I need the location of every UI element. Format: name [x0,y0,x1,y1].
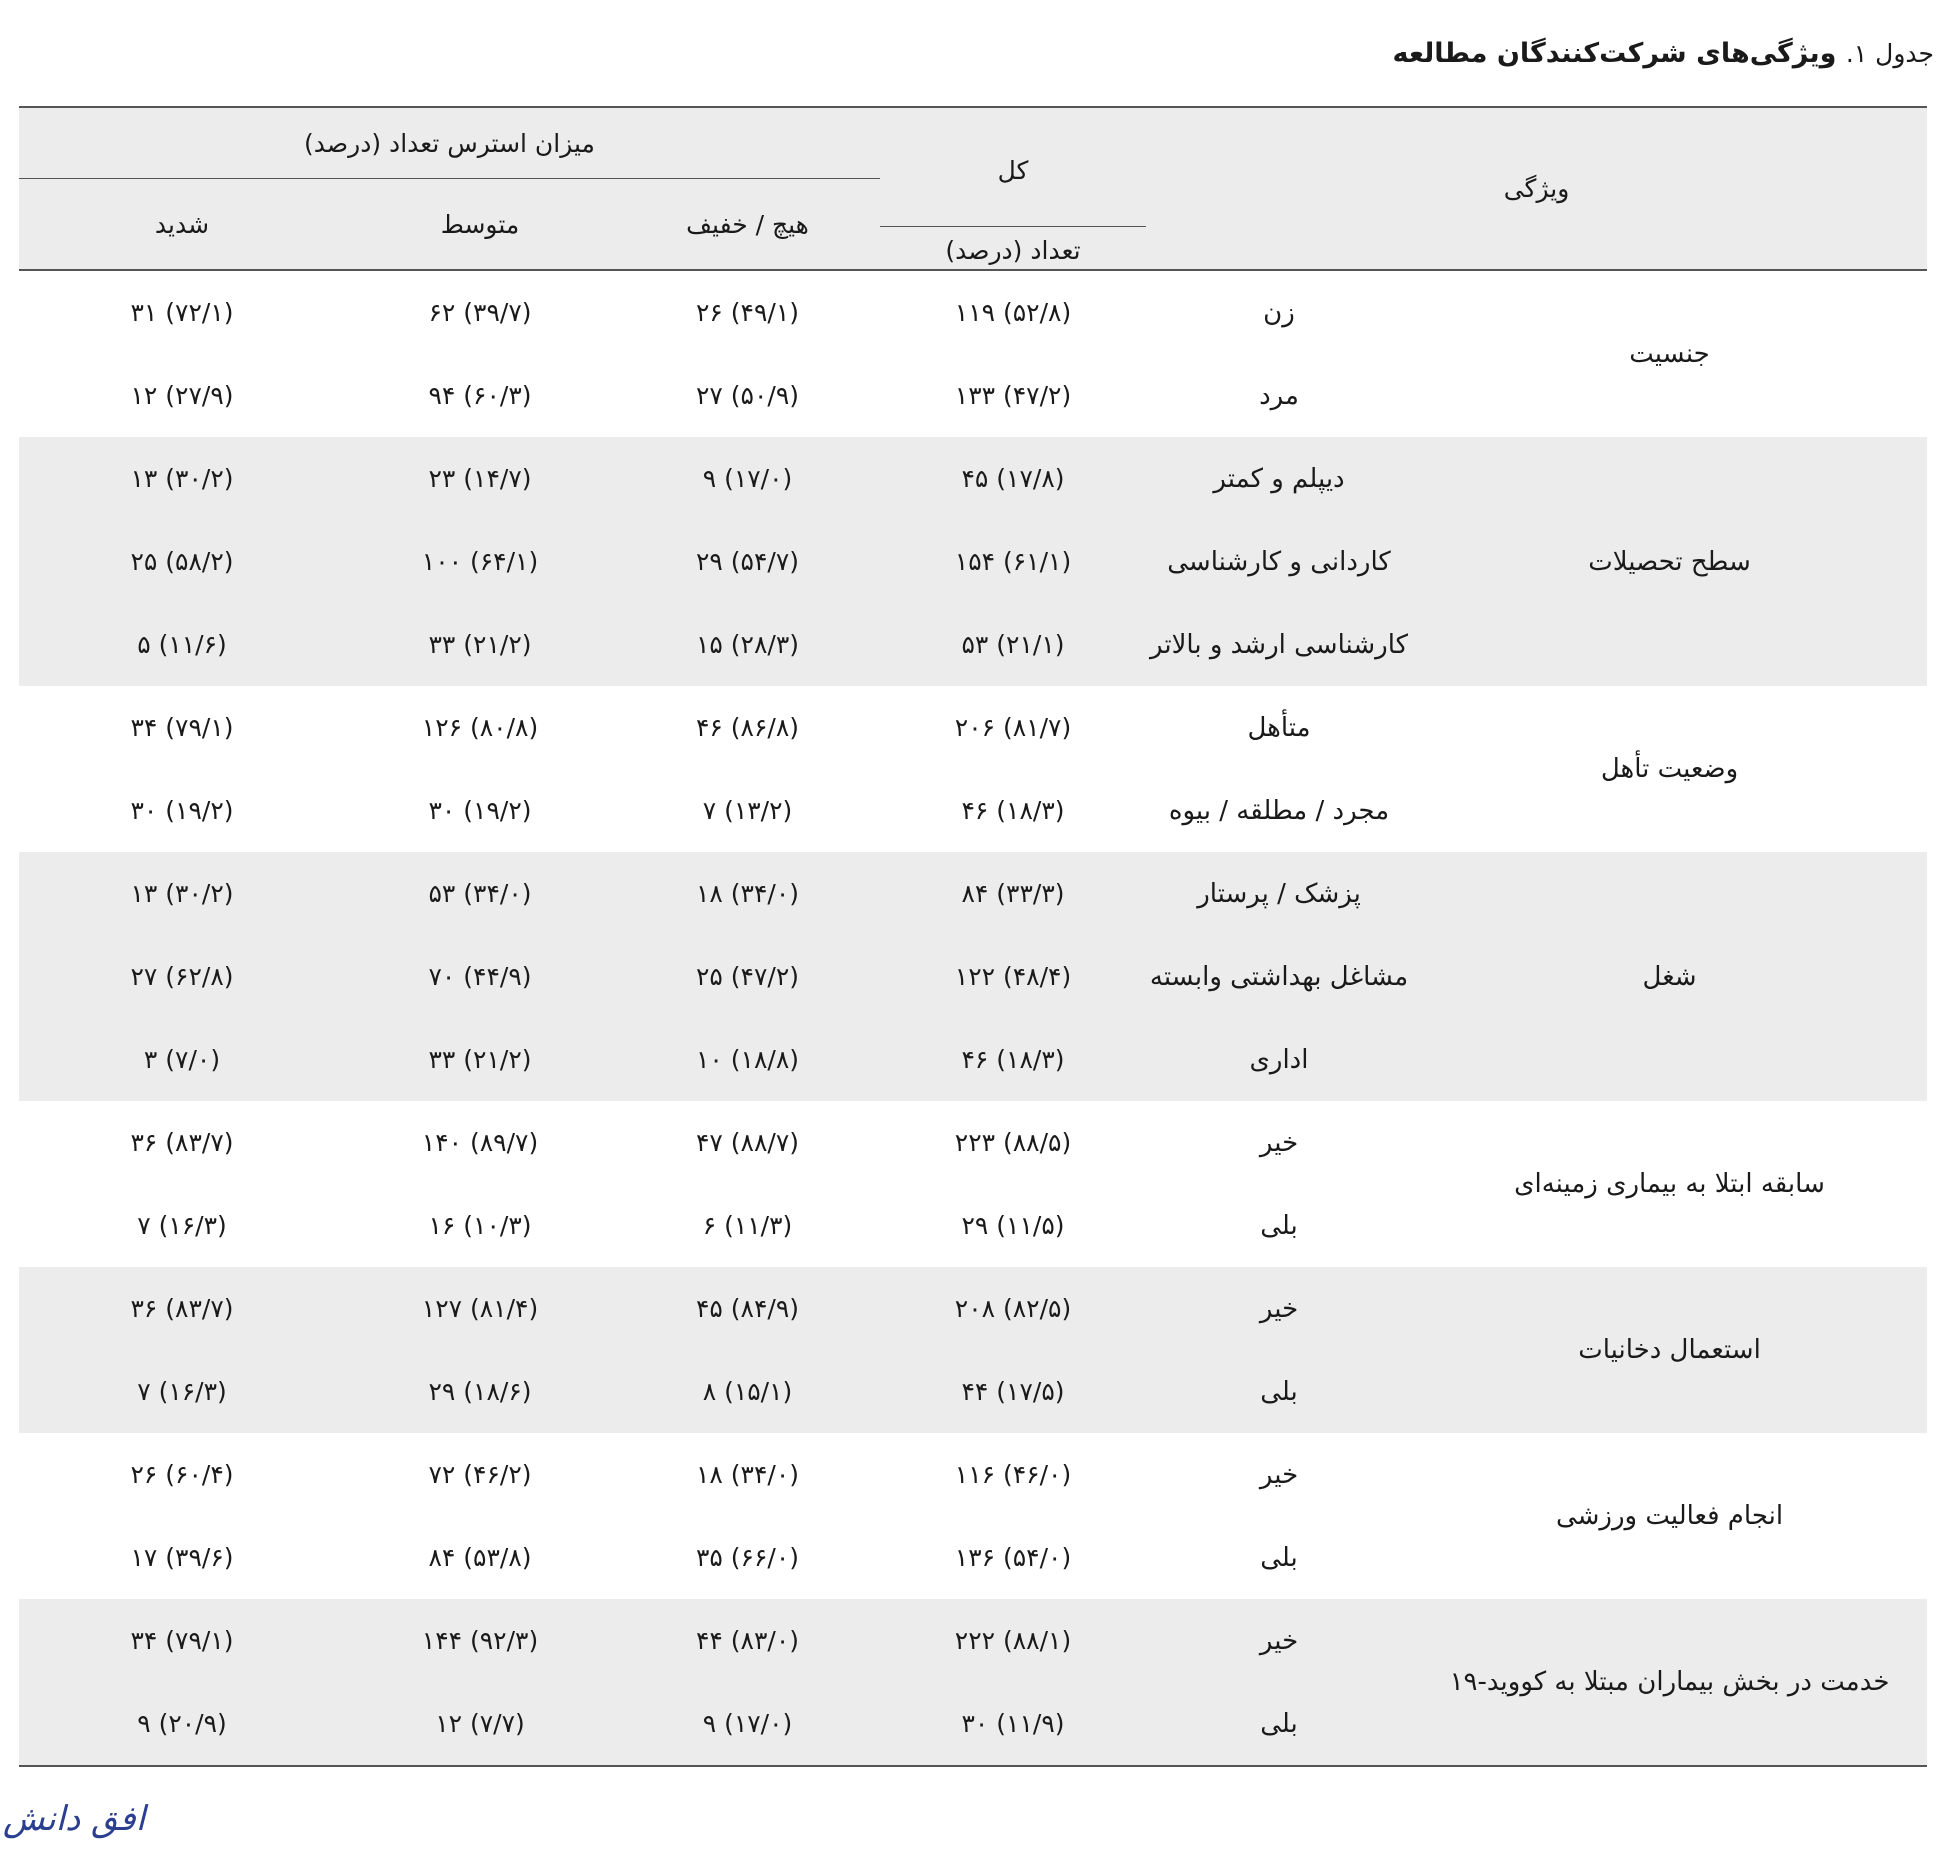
none-mild-value-cell: ۸ (۱۵/۱) [615,1350,880,1433]
row-label-cell: خیر [1259,1459,1299,1490]
total-value-cell: ۲۰۶ (۸۱/۷) [954,713,1072,742]
none-mild-value-cell: ۲۶ (۴۹/۱) [695,298,799,327]
total-value-cell: ۴۵ (۱۷/۸) [880,437,1146,520]
severe-value-cell: ۲۷ (۶۲/۸) [19,935,345,1018]
row-label-cell: بلی [1260,1542,1298,1573]
total-value-cell: ۳۰ (۱۱/۹) [880,1682,1146,1766]
severe-value-cell: ۳ (۷/۰) [19,1018,345,1101]
total-value-cell: ۲۲۲ (۸۸/۱) [880,1599,1146,1682]
row-label-cell: کارشناسی ارشد و بالاتر [1146,603,1412,686]
none-mild-value-cell: ۲۷ (۵۰/۹) [695,381,799,410]
severe-value-cell: ۳۶ (۸۳/۷) [19,1267,345,1350]
group-name-cell: وضعیت تأهل [1600,754,1739,784]
moderate-value-cell: ۱۲ (۷/۷) [345,1682,615,1766]
moderate-value-cell: ۲۳ (۱۴/۷) [345,437,615,520]
row-label-cell: بلی [1146,1682,1412,1766]
none-mild-value-cell: ۲۹ (۵۴/۷) [615,520,880,603]
none-mild-value-cell: ۴۵ (۸۴/۹) [615,1267,880,1350]
stress-level-header: میزان استرس تعداد (درصد) [19,107,880,179]
moderate-value-cell: ۳۰ (۱۹/۲) [428,796,532,825]
total-value-cell: ۴۶ (۱۸/۳) [961,796,1065,825]
row-label-cell: دیپلم و کمتر [1146,437,1412,520]
total-header [880,107,1146,270]
moderate-value-cell: ۱۲۶ (۸۰/۸) [421,713,539,742]
publisher-logo-text: افق دانش [2,1799,146,1839]
row-label-cell: بلی [1146,1350,1412,1433]
total-value-cell: ۱۱۹ (۵۲/۸) [954,298,1072,327]
group-name-cell: سطح تحصیلات [1412,437,1927,686]
total-value-cell: ۴۴ (۱۷/۵) [880,1350,1146,1433]
none-mild-header: هیچ / خفیف [615,179,880,271]
group-name-cell: خدمت در بخش بیماران مبتلا به کووید-۱۹ [1412,1599,1927,1766]
total-count-percent-label: تعداد (درصد) [945,236,1081,265]
table-number: جدول ۱. [1845,39,1934,68]
severe-value-cell: ۲۶ (۶۰/۴) [130,1460,234,1489]
severe-value-cell: ۲۵ (۵۸/۲) [19,520,345,603]
total-value-cell: ۲۲۳ (۸۸/۵) [954,1128,1072,1157]
total-value-cell: ۱۵۴ (۶۱/۱) [880,520,1146,603]
table-row [19,1599,1927,1682]
severe-value-cell: ۵ (۱۱/۶) [19,603,345,686]
participants-table [19,106,1927,1767]
none-mild-value-cell: ۹ (۱۷/۰) [615,1682,880,1766]
none-mild-value-cell: ۶ (۱۱/۳) [702,1211,793,1240]
table-header [19,107,1927,270]
moderate-value-cell: ۷۰ (۴۴/۹) [345,935,615,1018]
severe-value-cell: ۱۳ (۳۰/۲) [19,852,345,935]
severe-value-cell: ۷ (۱۶/۳) [137,1211,227,1240]
severe-value-cell: ۳۱ (۷۲/۱) [130,298,234,327]
none-mild-value-cell: ۱۸ (۳۴/۰) [615,852,880,935]
row-label-cell: خیر [1146,1599,1412,1682]
table-row [19,1267,1927,1350]
group-name-cell: شغل [1412,852,1927,1101]
table-row [19,686,1927,769]
severe-value-cell: ۳۴ (۷۹/۱) [19,1599,345,1682]
row-label-cell: بلی [1260,1210,1298,1241]
total-value-cell: ۸۴ (۳۳/۳) [880,852,1146,935]
severe-value-cell: ۱۷ (۳۹/۶) [130,1543,234,1572]
total-value-cell: ۱۳۶ (۵۴/۰) [954,1543,1072,1572]
severe-value-cell: ۷ (۱۶/۳) [19,1350,345,1433]
none-mild-value-cell: ۲۵ (۴۷/۲) [615,935,880,1018]
total-value-cell: ۲۹ (۱۱/۵) [961,1211,1065,1240]
total-label: کل [997,156,1029,185]
none-mild-value-cell: ۴۷ (۸۸/۷) [695,1128,799,1157]
severe-value-cell: ۹ (۲۰/۹) [19,1682,345,1766]
moderate-value-cell: ۹۴ (۶۰/۳) [428,381,532,410]
row-label-cell: متأهل [1247,712,1311,743]
total-value-cell: ۴۶ (۱۸/۳) [880,1018,1146,1101]
moderate-value-cell: ۱۶ (۱۰/۳) [428,1211,532,1240]
moderate-value-cell: ۶۲ (۳۹/۷) [428,298,532,327]
none-mild-value-cell: ۹ (۱۷/۰) [615,437,880,520]
total-divider [880,226,1146,227]
moderate-header: متوسط [345,179,615,271]
row-label-cell: پزشک / پرستار [1146,852,1412,935]
row-label-cell: کاردانی و کارشناسی [1146,520,1412,603]
severe-value-cell: ۳۶ (۸۳/۷) [130,1128,234,1157]
moderate-value-cell: ۱۴۰ (۸۹/۷) [421,1128,539,1157]
none-mild-value-cell: ۷ (۱۳/۲) [702,796,793,825]
moderate-value-cell: ۸۴ (۵۳/۸) [428,1543,532,1572]
total-value-cell: ۵۳ (۲۱/۱) [880,603,1146,686]
moderate-value-cell: ۱۴۴ (۹۲/۳) [345,1599,615,1682]
table-row [19,1101,1927,1184]
table-body [19,270,1927,1766]
none-mild-value-cell: ۳۵ (۶۶/۰) [695,1543,799,1572]
table-row [19,437,1927,520]
table-title: ویژگی‌های شرکت‌کنندگان مطالعه [1392,38,1837,69]
group-name-cell: استعمال دخانیات [1412,1267,1927,1433]
feature-header: ویژگی [1146,107,1927,270]
severe-value-cell: ۱۲ (۲۷/۹) [130,381,234,410]
moderate-value-cell: ۵۳ (۳۴/۰) [345,852,615,935]
none-mild-value-cell: ۴۶ (۸۶/۸) [695,713,799,742]
none-mild-value-cell: ۱۵ (۲۸/۳) [615,603,880,686]
table-caption [1393,38,1934,69]
row-label-cell: خیر [1146,1267,1412,1350]
severe-value-cell: ۳۴ (۷۹/۱) [130,713,234,742]
table-row [19,1433,1927,1516]
group-name-cell: انجام فعالیت ورزشی [1555,1501,1784,1531]
severe-value-cell: ۳۰ (۱۹/۲) [130,796,234,825]
none-mild-value-cell: ۱۸ (۳۴/۰) [695,1460,799,1489]
row-label-cell: مجرد / مطلقه / بیوه [1168,795,1390,826]
group-name-cell: سابقه ابتلا به بیماری زمینه‌ای [1514,1169,1825,1199]
moderate-value-cell: ۳۳ (۲۱/۲) [345,603,615,686]
row-label-cell: اداری [1146,1018,1412,1101]
total-value-cell: ۱۳۳ (۴۷/۲) [954,381,1072,410]
moderate-value-cell: ۱۲۷ (۸۱/۴) [345,1267,615,1350]
row-label-cell: مشاغل بهداشتی وابسته [1146,935,1412,1018]
moderate-value-cell: ۱۰۰ (۶۴/۱) [345,520,615,603]
group-name-cell: جنسیت [1629,339,1710,369]
moderate-value-cell: ۷۲ (۴۶/۲) [428,1460,532,1489]
row-label-cell: زن [1263,297,1295,328]
none-mild-value-cell: ۱۰ (۱۸/۸) [615,1018,880,1101]
row-label-cell: خیر [1259,1127,1299,1158]
none-mild-value-cell: ۴۴ (۸۳/۰) [615,1599,880,1682]
severe-header: شدید [19,179,345,271]
total-value-cell: ۱۲۲ (۴۸/۴) [880,935,1146,1018]
moderate-value-cell: ۳۳ (۲۱/۲) [345,1018,615,1101]
table-row [19,852,1927,935]
total-value-cell: ۱۱۶ (۴۶/۰) [954,1460,1072,1489]
publisher-logo [2,1788,146,1848]
table-row [19,270,1927,354]
severe-value-cell: ۱۳ (۳۰/۲) [19,437,345,520]
row-label-cell: مرد [1259,380,1299,411]
moderate-value-cell: ۲۹ (۱۸/۶) [345,1350,615,1433]
total-value-cell: ۲۰۸ (۸۲/۵) [880,1267,1146,1350]
